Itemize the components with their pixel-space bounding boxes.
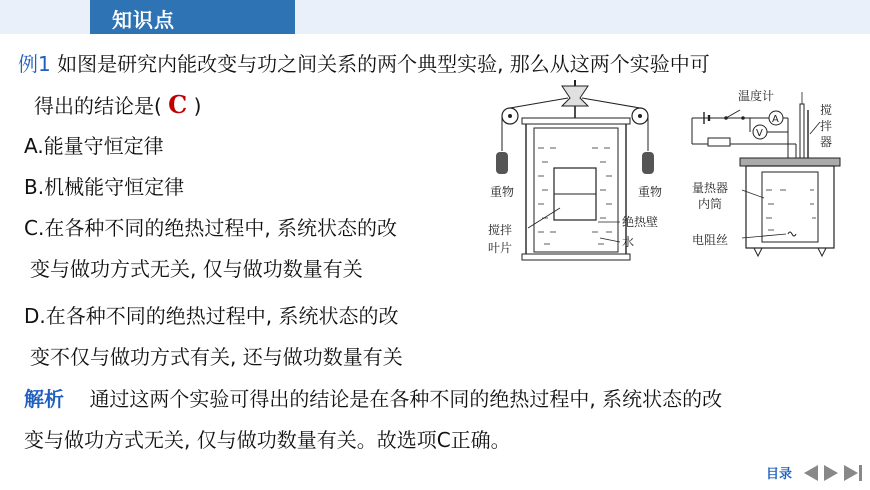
option-b: B.机械能守恒定律	[24, 175, 185, 199]
stem-text-1: 如图是研究内能改变与功之间关系的两个典型实验, 那么从这两个实验中可	[50, 52, 710, 76]
option-a: A.能量守恒定律	[24, 134, 164, 158]
example-label: 例1	[18, 52, 51, 76]
answer-letter: C	[168, 90, 188, 119]
weight-left-label: 重物	[490, 185, 515, 199]
analysis-text-1: 通过这两个实验可得出的结论是在各种不同的绝热过程中, 系统状态的改	[89, 387, 723, 411]
stem-text-2-suffix: )	[193, 94, 202, 118]
analysis-line-1	[24, 387, 722, 411]
stirrer-label-1: 搅	[820, 103, 833, 117]
paddle-label-2: 叶片	[488, 241, 513, 255]
analysis-label: 解析	[24, 387, 64, 411]
voltmeter-symbol: V	[756, 128, 763, 139]
stem-text-2: 得出的结论是(	[34, 94, 162, 118]
weight-right-label: 重物	[638, 185, 663, 199]
analysis-line-2: 变与做功方式无关, 仅与做功数量有关。故选项C正确。	[24, 428, 511, 452]
section-tab-title: 知识点	[112, 8, 175, 32]
section-tab	[90, 0, 295, 34]
wall-label: 绝热壁	[622, 215, 659, 229]
slide-nav	[766, 463, 862, 482]
paddle-label-1: 搅拌	[488, 223, 513, 237]
water-label: 水	[622, 235, 635, 249]
last-slide-icon[interactable]	[844, 465, 862, 481]
question-stem-line-2	[34, 90, 202, 119]
inner-can-label-2: 内筒	[698, 197, 723, 211]
resistor-label: 电阻丝	[692, 233, 729, 247]
question-stem-line-1	[18, 52, 710, 76]
thermometer-label: 温度计	[738, 89, 775, 103]
option-c-line-2: 变与做功方式无关, 仅与做功数量有关	[30, 257, 363, 281]
ammeter-symbol: A	[772, 114, 779, 125]
option-d-line-2: 变不仅与做功方式有关, 还与做功数量有关	[30, 345, 403, 369]
option-c-line-1: C.在各种不同的绝热过程中, 系统状态的改	[24, 216, 398, 240]
prev-slide-icon[interactable]	[804, 465, 818, 481]
paddle-experiment-figure	[488, 76, 678, 262]
contents-link[interactable]: 目录	[765, 467, 792, 482]
electric-heating-figure	[688, 86, 863, 266]
inner-can-label-1: 量热器	[692, 181, 729, 195]
stirrer-label-3: 器	[820, 135, 833, 149]
option-d-line-1: D.在各种不同的绝热过程中, 系统状态的改	[24, 304, 399, 328]
stirrer-label-2: 拌	[820, 119, 833, 133]
next-slide-icon[interactable]	[824, 465, 838, 481]
